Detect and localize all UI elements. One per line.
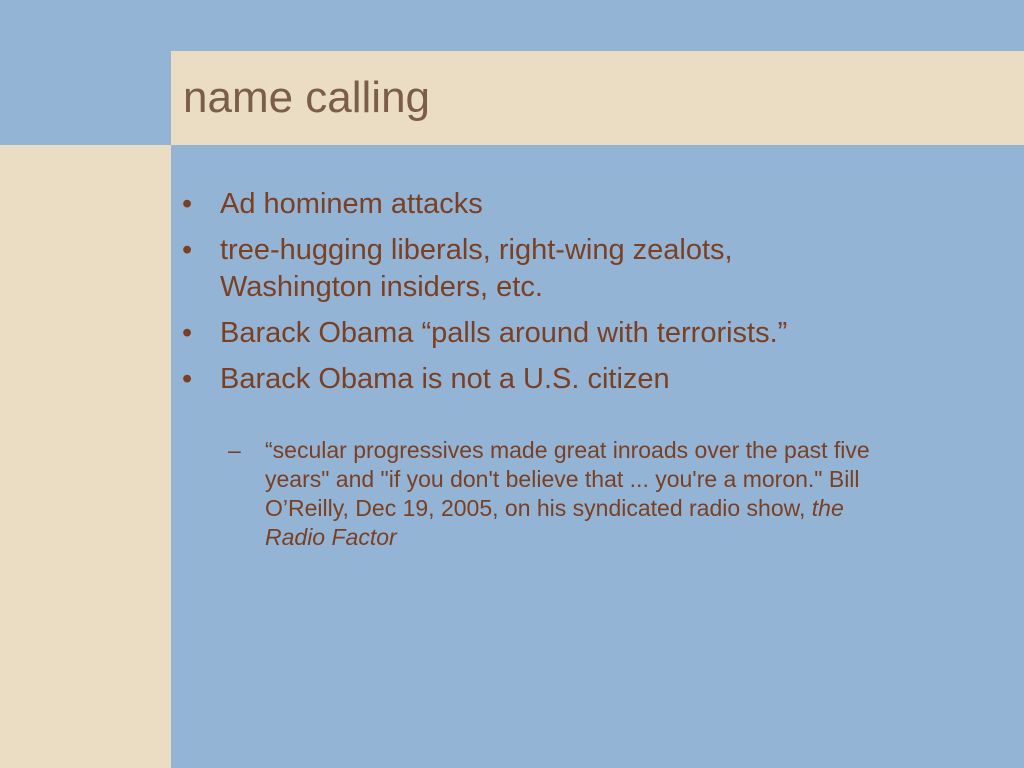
title-bar: [171, 51, 1024, 145]
bullet-marker: •: [182, 234, 193, 266]
bullet-marker: •: [182, 188, 193, 220]
bullet-item: [182, 315, 882, 352]
bullet-text: Ad hominem attacks: [220, 188, 483, 220]
slide-title: name calling: [183, 73, 431, 122]
bullet-item: [182, 232, 882, 306]
bullet-text: tree-hugging liberals, right-wing zealots, Washington insiders, etc.: [220, 234, 733, 303]
bullet-marker: •: [182, 317, 193, 349]
slide-content: [182, 186, 882, 552]
left-accent-band: [0, 145, 171, 768]
bullet-item: [182, 186, 882, 223]
sub-bullet-marker: –: [228, 437, 241, 463]
bullet-text: Barack Obama is not a U.S. citizen: [220, 363, 670, 395]
sub-bullet-text: “secular progressives made great inroads over the past five years" and "if you don't believe that ... you're a moron." Bill O’Reilly, Dec 19, 2005, on his syndicated radio show,: [265, 437, 870, 521]
bullet-marker: •: [182, 363, 193, 395]
bullet-item: [182, 361, 882, 398]
sub-bullet-item: [228, 436, 885, 552]
radio-show-title: the Radio Factor: [265, 495, 844, 550]
bullet-text: Barack Obama “palls around with terrorists.”: [220, 317, 788, 349]
